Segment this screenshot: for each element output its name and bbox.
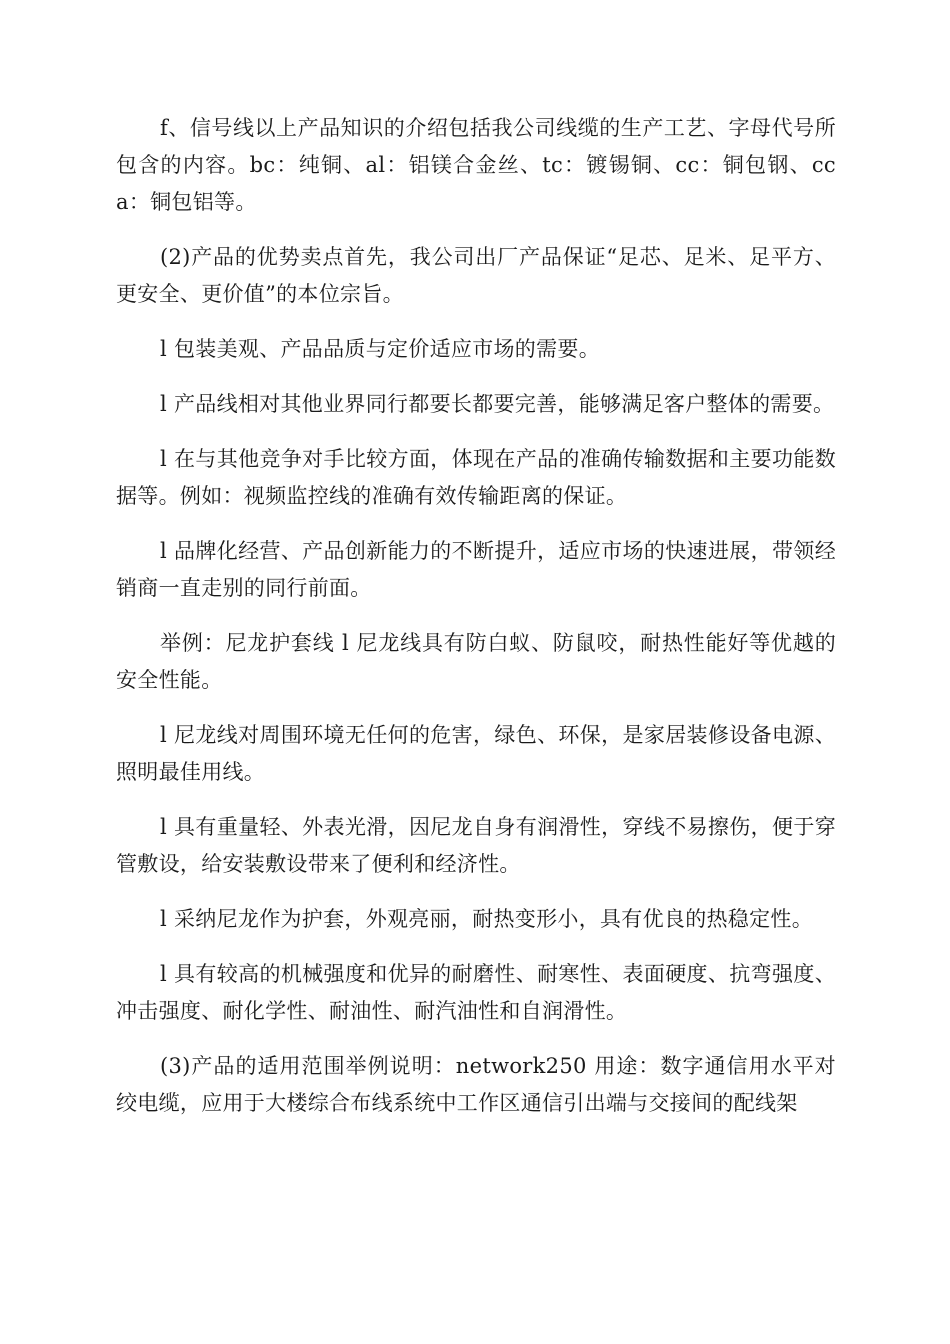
paragraph-nylon-example: 举例：尼龙护套线 l 尼龙线具有防白蚁、防鼠咬，耐热性能好等优越的安全性能。: [116, 631, 836, 692]
document-body: [116, 110, 836, 1140]
paragraph-packaging: l 包装美观、产品品质与定价适应市场的需要。: [160, 337, 600, 361]
paragraph-product-advantages: (2)产品的优势卖点首先，我公司出厂产品保证“足芯、足米、足平方、更安全、更价值”的本位宗旨。: [116, 245, 836, 306]
paragraph-signal-wire: f、信号线以上产品知识的介绍包括我公司线缆的生产工艺、字母代号所包含的内容。bc：纯铜、al：铝镁合金丝、tc：镀锡铜、cc：铜包钢、cca：铜包铝等。: [116, 116, 836, 214]
paragraph-competition: l 在与其他竞争对手比较方面，体现在产品的准确传输数据和主要功能数据等。例如：视频监控线的准确有效传输距离的保证。: [116, 447, 836, 508]
paragraph-branding: l 品牌化经营、产品创新能力的不断提升，适应市场的快速进展，带领经销商一直走别的同行前面。: [116, 539, 836, 600]
paragraph-nylon-strength: l 具有较高的机械强度和优异的耐磨性、耐寒性、表面硬度、抗弯强度、冲击强度、耐化学性、耐油性、耐汽油性和自润滑性。: [116, 962, 836, 1023]
paragraph-product-line: l 产品线相对其他业界同行都要长都要完善，能够满足客户整体的需要。: [160, 392, 835, 416]
paragraph-nylon-sheath: l 采纳尼龙作为护套，外观亮丽，耐热变形小，具有优良的热稳定性。: [160, 907, 813, 931]
paragraph-nylon-lightweight: l 具有重量轻、外表光滑，因尼龙自身有润滑性，穿线不易擦伤，便于穿管敷设，给安装敷设带来了便利和经济性。: [116, 815, 836, 876]
paragraph-application-scope: (3)产品的适用范围举例说明：network250 用途：数字通信用水平对绞电缆，应用于大楼综合布线系统中工作区通信引出端与交接间的配线架: [116, 1054, 836, 1115]
paragraph-nylon-environment: l 尼龙线对周围环境无任何的危害，绿色、环保，是家居装修设备电源、照明最佳用线。: [116, 723, 836, 784]
